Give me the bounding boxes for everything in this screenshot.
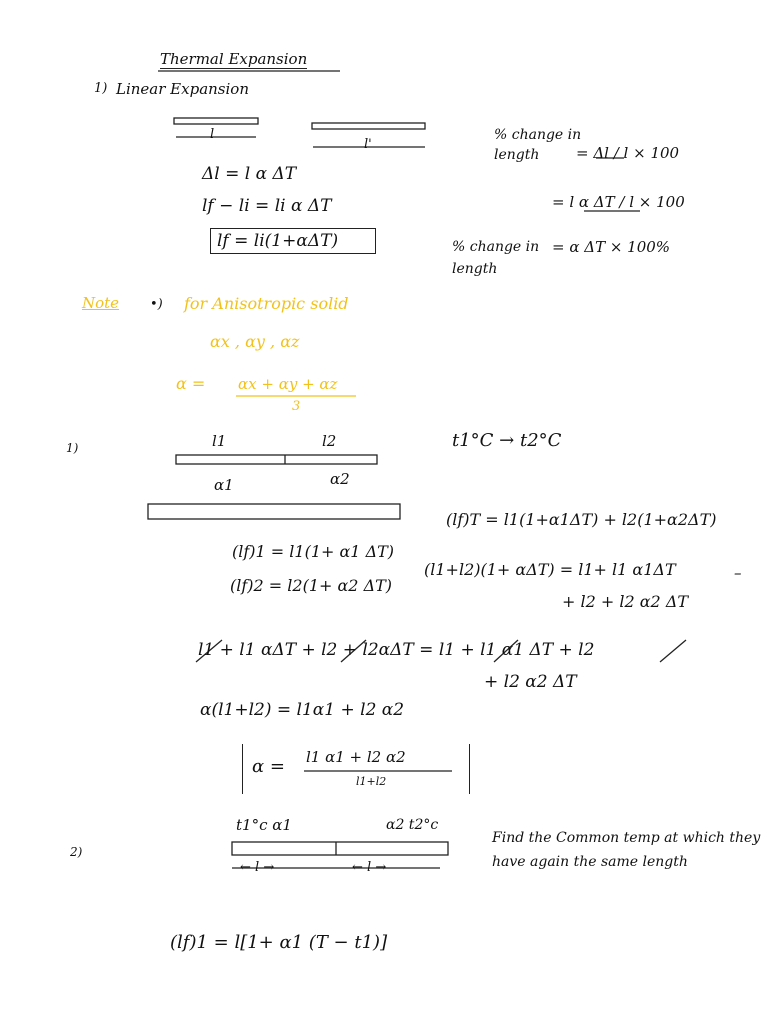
note-text: αx + αy + αz xyxy=(238,375,338,393)
section-number: 1) xyxy=(94,81,108,96)
equation: lf = li(1+αΔT) xyxy=(217,231,339,251)
page-title: Thermal Expansion xyxy=(160,50,308,68)
rod-label: l2 xyxy=(322,432,337,450)
equation: (lf)2 = l2(1+ α2 ΔT) xyxy=(230,576,393,595)
section-heading: Linear Expansion xyxy=(116,80,249,98)
result-numerator: l1 α1 + l2 α2 xyxy=(306,748,406,766)
temperature-change: t1°C → t2°C xyxy=(452,430,562,451)
rod-label-initial: l xyxy=(210,127,215,142)
equation: = l α ΔT / l × 100 xyxy=(552,193,685,211)
note-label: Note xyxy=(82,294,120,312)
long-rod xyxy=(148,504,400,519)
equation: (lf)T = l1(1+α1ΔT) + l2(1+α2ΔT) xyxy=(446,510,717,529)
example2-rod xyxy=(232,842,448,855)
result-equation: α = xyxy=(252,756,285,777)
example-number: 1) xyxy=(66,441,79,455)
question-text: Find the Common temp at which they have again the same length xyxy=(492,830,761,870)
equation: = Δl / l × 100 xyxy=(576,144,680,162)
composite-rod xyxy=(176,455,377,464)
equation: α(l1+l2) = l1α1 + l2 α2 xyxy=(200,700,405,720)
rod-label: α2 xyxy=(330,470,350,488)
example-number: 2) xyxy=(70,845,83,859)
strike-mark xyxy=(660,640,686,662)
percent-label: % change in length xyxy=(494,127,582,163)
equation: lf − li = li α ΔT xyxy=(202,196,332,216)
boxed-result xyxy=(210,228,376,254)
result-denominator: l1+l2 xyxy=(356,775,387,788)
note-text: α = xyxy=(176,374,206,393)
equation: (lf)1 = l1(1+ α1 ΔT) xyxy=(232,542,395,561)
rod-label-final: l' xyxy=(364,137,372,152)
rod-final xyxy=(312,123,425,129)
equation: = α ΔT × 100% xyxy=(552,238,671,256)
equation: (l1+l2)(1+ αΔT) = l1+ l1 α1ΔT xyxy=(424,560,676,579)
dimension-label: ← l → xyxy=(352,860,387,875)
equation: + l2 + l2 α2 ΔT xyxy=(562,592,689,611)
note-bullet: •) xyxy=(150,297,163,312)
note-text: αx , αy , αz xyxy=(210,332,300,351)
equation: (lf)1 = l[1+ α1 (T − t1)] xyxy=(170,932,388,953)
equation: l1 + l1 αΔT + l2 + l2αΔT = l1 + l1 α1 ΔT + l2 xyxy=(198,640,595,660)
note-text: for Anisotropic solid xyxy=(184,294,349,313)
note-text: 3 xyxy=(292,399,301,414)
rod-label: l1 xyxy=(212,432,227,450)
equation: + l2 α2 ΔT xyxy=(484,672,577,692)
equation: Δl = l α ΔT xyxy=(202,164,297,184)
percent-label: % change in length xyxy=(452,239,540,277)
rod-label: t1°c α1 xyxy=(236,816,292,834)
dash-mark: – xyxy=(734,564,742,582)
rod-initial xyxy=(174,118,258,124)
dimension-label: ← l → xyxy=(240,860,275,875)
rod-label: α1 xyxy=(214,476,234,494)
rod-label: α2 t2°c xyxy=(386,817,439,833)
